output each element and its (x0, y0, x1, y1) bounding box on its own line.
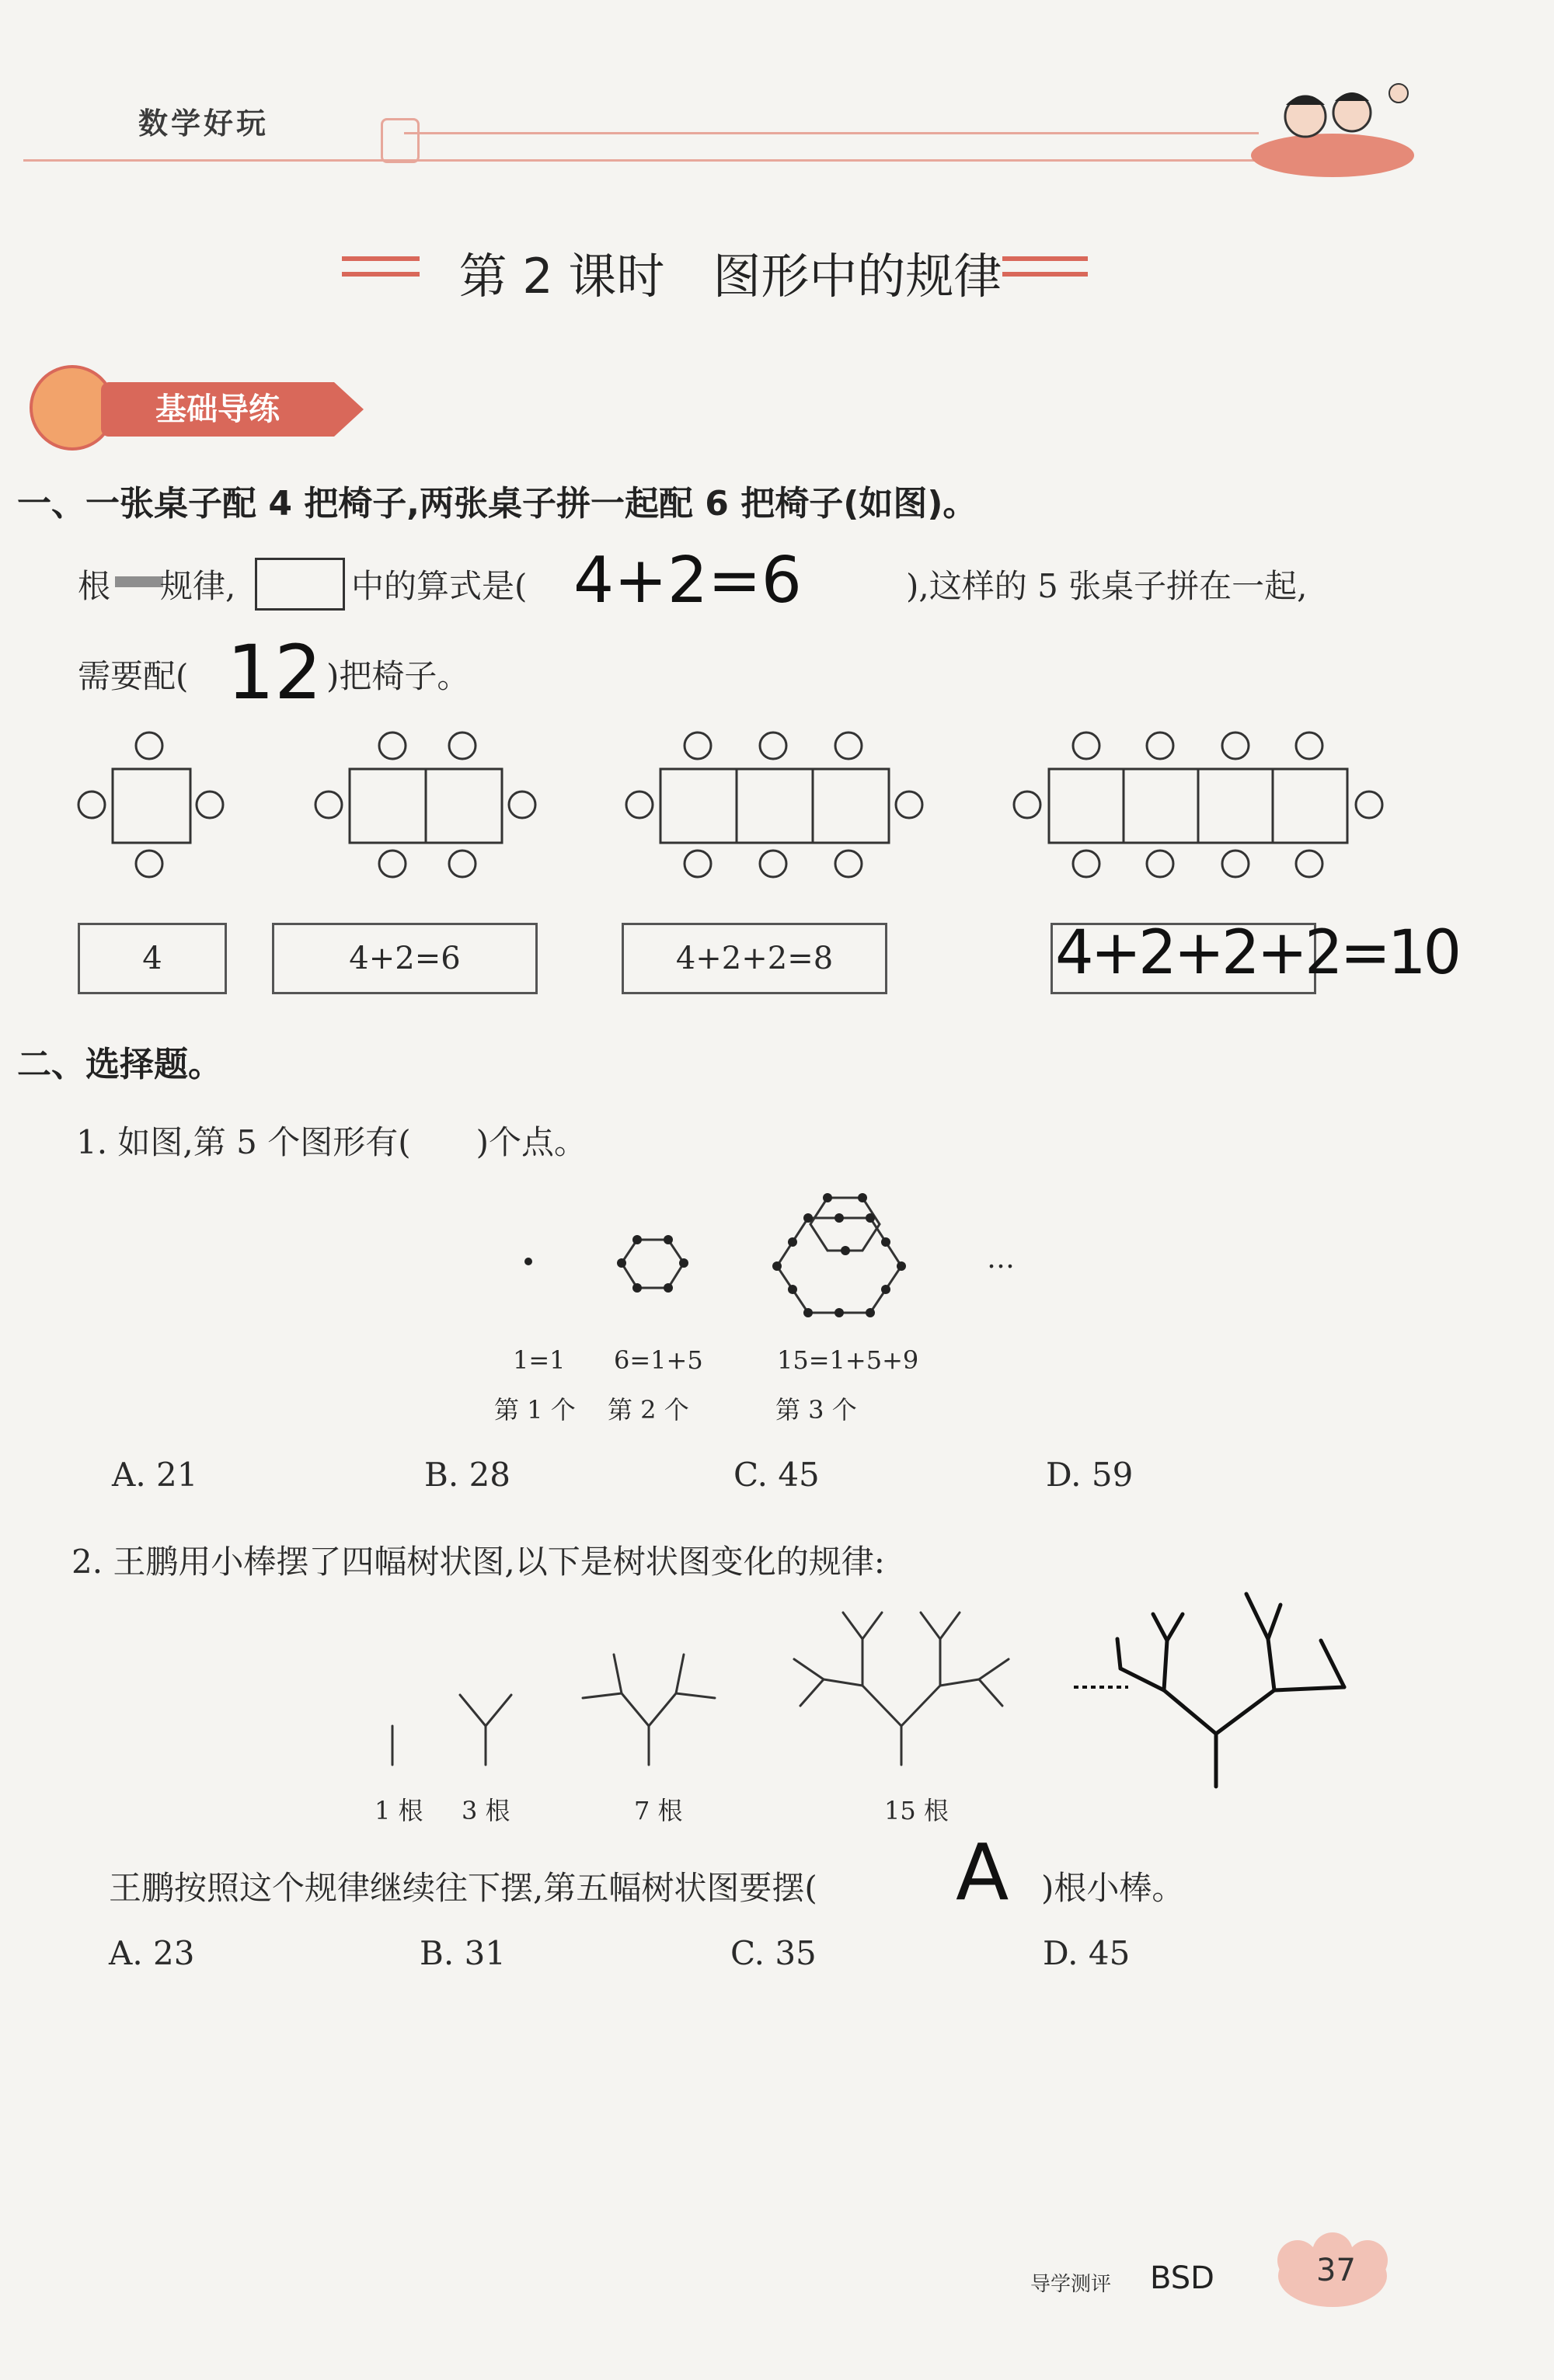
s1-option-c[interactable]: C. 45 (733, 1456, 820, 1494)
q1-box-4-handwriting: 4+2+2+2=10 (1055, 918, 1459, 988)
dots-label-2: 第 2 个 (608, 1395, 689, 1425)
q1-heading: 一、一张桌子配 4 把椅子,两张桌子拼一起配 6 把椅子(如图)。 (17, 484, 977, 524)
page-number: 37 (1316, 2253, 1356, 2288)
s2-option-d[interactable]: D. 45 (1043, 1934, 1131, 1972)
q1-line1-mid: 规律, (160, 567, 236, 605)
s1-option-b[interactable]: B. 28 (424, 1456, 511, 1494)
q2-s2-question-pre: 王鹏按照这个规律继续往下摆,第五幅树状图要摆( (109, 1869, 817, 1907)
dots-ellipsis: … (987, 1243, 1015, 1275)
s1-option-d[interactable]: D. 59 (1046, 1456, 1134, 1494)
q1-line2-post: )把椅子。 (326, 657, 470, 695)
dots-formula-1: 1=1 (513, 1345, 566, 1375)
footer-code: BSD (1150, 2260, 1214, 2296)
q1-line1-after: 中的算式是( (351, 567, 528, 605)
s1-option-a[interactable]: A. 21 (112, 1456, 198, 1494)
q2-s2-question-post: )根小棒。 (1041, 1869, 1185, 1907)
tree-label-4: 15 根 (884, 1796, 949, 1825)
footer-series: 导学测评 (1030, 2273, 1112, 2296)
q2-s1-stem: 1. 如图,第 5 个图形有( )个点。 (76, 1123, 587, 1161)
section-badge: 基础导练 (101, 382, 334, 437)
s2-option-b[interactable]: B. 31 (420, 1934, 507, 1972)
q1-line1-post: ),这样的 5 张桌子拼在一起, (906, 567, 1308, 605)
q1-box-2: 4+2=6 (272, 923, 538, 994)
tree-label-2: 3 根 (462, 1796, 510, 1825)
q2-s2-answer: A (956, 1827, 1009, 1918)
dots-formula-2: 6=1+5 (614, 1345, 703, 1375)
q1-answer-chairs: 12 (227, 629, 322, 716)
dots-label-3: 第 3 个 (775, 1395, 857, 1425)
tree-label-1: 1 根 (375, 1796, 423, 1825)
q1-line2-pre: 需要配( (78, 657, 189, 695)
page-title: 第 2 课时 图形中的规律 (458, 248, 1002, 304)
dots-label-1: 第 1 个 (494, 1395, 576, 1425)
s2-option-a[interactable]: A. 23 (109, 1934, 195, 1972)
q1-box-3: 4+2+2=8 (622, 923, 887, 994)
q2-s2-stem: 2. 王鹏用小棒摆了四幅树状图,以下是树状图变化的规律: (71, 1543, 885, 1581)
q1-line1-pre: 根 (78, 567, 111, 605)
q1-answer-formula: 4+2=6 (573, 544, 802, 618)
tree-label-3: 7 根 (634, 1796, 683, 1825)
dots-formula-3: 15=1+5+9 (777, 1345, 919, 1375)
q1-box-1: 4 (78, 923, 227, 994)
q2-heading: 二、选择题。 (17, 1045, 222, 1084)
s2-option-c[interactable]: C. 35 (730, 1934, 817, 1972)
header-brand: 数学好玩 (138, 106, 270, 141)
